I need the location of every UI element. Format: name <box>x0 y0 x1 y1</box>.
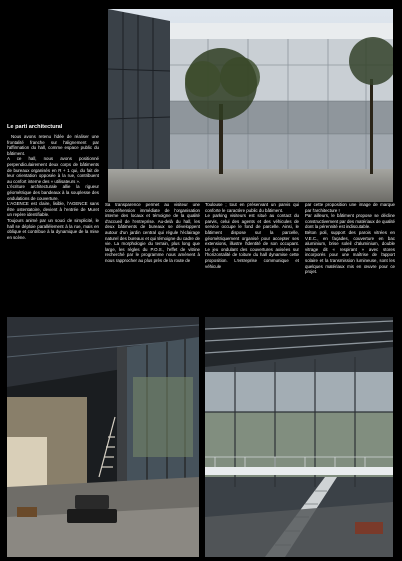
paragraph: Toujours animé par un souci de simplicité, le hall se déploie parallèlement à la rue, mais en oblique et contribue à la dynamique de la mise en scène. <box>7 217 99 240</box>
paragraph: Béton poli, support des parois vitrées en V.E.C., en façades, couverture en bac aluminium, brise soleil d'aluminium, double vitrage dit « respirant » avec stores incorporés pour une maîtrise de l'apport solaire et la transmission lumineuse, sont les quelques matériaux mis en œuvre pour ce projet. <box>305 229 395 275</box>
interior-hall-photo <box>7 317 199 557</box>
paragraph: Sa transparence permet au visiteur une compréhension immédiate de l'organisation interne des locaux et témoigne de la qualité d'accueil de l'entreprise. Au-delà du hall, les deux bâtiments de bureaux se développent autour d'un jardin central qui régule l'éclairage naturel des bureaux et qui témoigne du cadre de vie. La morphologie du terrain, plus long que large, les règles du P.O.S., l'effet de vitrine recherché par le programme nous amènent à nous rapprocher au plus près de la route de <box>105 202 200 263</box>
paragraph: A ce hall, nous avons positionné perpendiculairement deux corps de bâtiments de bureaux organisés en R + 1 qui, du fait de leur orientation opposée à la rue, contribuent au confort interne des « utilisateurs ». <box>7 156 99 184</box>
text-column-4 <box>305 202 395 275</box>
text-column-3 <box>205 202 299 269</box>
text-column-1 <box>7 134 99 240</box>
paragraph: par cette proposition une image de marque par l'architecture ! <box>305 202 395 213</box>
paragraph: Par ailleurs, le bâtiment propose se décline constructivement par des matériaux de qualité dont la pérennité est indiscutable. <box>305 213 395 230</box>
section-heading: Le parti architectural <box>7 124 63 130</box>
paragraph: L'écriture architecturale allie la rigueur géométrique des bandeaux à la souplesse des ondulations de couverture. <box>7 184 99 201</box>
paragraph: Le parking visiteurs est situé au contact du parvis, celui des agents et des véhicules de service occupe le fond de parcelle. Ainsi, le bâtiment dispose sur la parcelle, géométriquement organisé pour accepter ses extensions, illustre l'identité de son occupant. Le jeu ondulant des couvertures axisées sur l'horizontalité de toiture du hall dynamise cette proposition. L'entreprise communique et véhicule <box>205 213 299 269</box>
paragraph: Nous avons retenu l'idée de réaliser une frontalité franche sur l'alignement par l'affirmation du hall, comme espace public du bâtiment. <box>7 134 99 156</box>
interior-stair-photo <box>205 317 393 557</box>
paragraph: L'AGENCE est claire, lisible, l'AGENCE sans être ostentatoire, devient à l'entrée de Muret un repère identifiable. <box>7 201 99 218</box>
courtyard-photo <box>108 9 393 202</box>
paragraph: Toulouse ; tout en préservant un parvis qui conforte le caractère public du bâtiment. <box>205 202 299 213</box>
text-column-2 <box>105 202 200 264</box>
